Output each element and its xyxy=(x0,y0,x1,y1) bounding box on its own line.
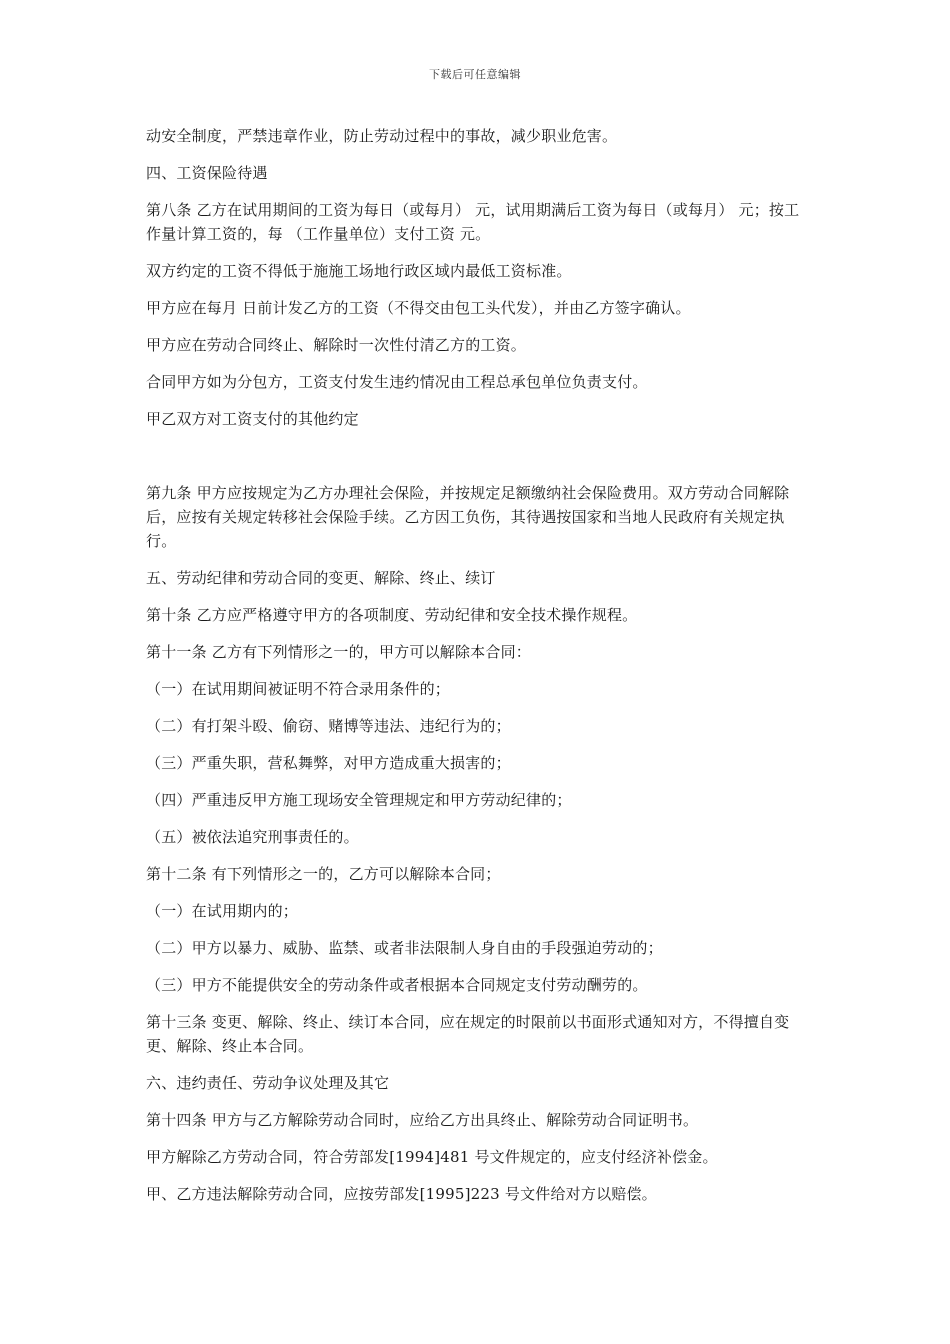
page-header: 下载后可任意编辑 xyxy=(429,68,521,81)
section-heading: 六、违约责任、劳动争议处理及其它 xyxy=(146,1074,390,1092)
list-item: （一）在试用期间被证明不符合录用条件的； xyxy=(146,680,451,698)
paragraph: 甲方应在每月 日前计发乙方的工资（不得交由包工头代发），并由乙方签字确认。 xyxy=(146,299,691,317)
section-heading: 四、工资保险待遇 xyxy=(146,164,268,182)
paragraph: 甲方应在劳动合同终止、解除时一次性付清乙方的工资。 xyxy=(146,336,527,354)
paragraph: 动安全制度，严禁违章作业，防止劳动过程中的事故，减少职业危害。 xyxy=(146,127,618,145)
paragraph: 甲、乙方违法解除劳动合同，应按劳部发[1995]223 号文件给对方以赔偿。 xyxy=(146,1185,657,1203)
list-item: （五）被依法追究刑事责任的。 xyxy=(146,828,359,846)
paragraph: 甲乙双方对工资支付的其他约定 xyxy=(146,410,359,428)
paragraph: 甲方解除乙方劳动合同，符合劳部发[1994]481 号文件规定的，应支付经济补偿金。 xyxy=(146,1148,718,1166)
paragraph: 第十四条 甲方与乙方解除劳动合同时，应给乙方出具终止、解除劳动合同证明书。 xyxy=(146,1111,699,1129)
paragraph: 第八条 乙方在试用期间的工资为每日（或每月） 元，试用期满后工资为每日（或每月） 元；按工作量计算工资的，每 （工作量单位）支付工资 元。 xyxy=(146,201,800,243)
list-item: （二）甲方以暴力、威胁、监禁、或者非法限制人身自由的手段强迫劳动的； xyxy=(146,939,663,957)
section-heading: 五、劳动纪律和劳动合同的变更、解除、终止、续订 xyxy=(146,569,496,587)
list-item: （二）有打架斗殴、偷窃、赌博等违法、违纪行为的； xyxy=(146,717,511,735)
document-body xyxy=(146,124,810,1219)
paragraph: 第十三条 变更、解除、终止、续订本合同，应在规定的时限前以书面形式通知对方，不得擅自变更、解除、终止本合同。 xyxy=(146,1013,790,1055)
paragraph: 双方约定的工资不得低于施施工场地行政区域内最低工资标准。 xyxy=(146,262,572,280)
paragraph: 第十条 乙方应严格遵守甲方的各项制度、劳动纪律和安全技术操作规程。 xyxy=(146,606,638,624)
list-item: （三）严重失职，营私舞弊，对甲方造成重大损害的； xyxy=(146,754,511,772)
list-item: （一）在试用期内的； xyxy=(146,902,299,920)
paragraph: 合同甲方如为分包方，工资支付发生违约情况由工程总承包单位负责支付。 xyxy=(146,373,648,391)
list-item: （三）甲方不能提供安全的劳动条件或者根据本合同规定支付劳动酬劳的。 xyxy=(146,976,648,994)
list-item: （四）严重违反甲方施工现场安全管理规定和甲方劳动纪律的； xyxy=(146,791,572,809)
paragraph: 第十一条 乙方有下列情形之一的，甲方可以解除本合同： xyxy=(146,643,531,661)
paragraph: 第十二条 有下列情形之一的，乙方可以解除本合同； xyxy=(146,865,501,883)
paragraph: 第九条 甲方应按规定为乙方办理社会保险，并按规定足额缴纳社会保险费用。双方劳动合同解除后，应按有关规定转移社会保险手续。乙方因工负伤，其待遇按国家和当地人民政府有关规定执行。 xyxy=(146,484,790,550)
